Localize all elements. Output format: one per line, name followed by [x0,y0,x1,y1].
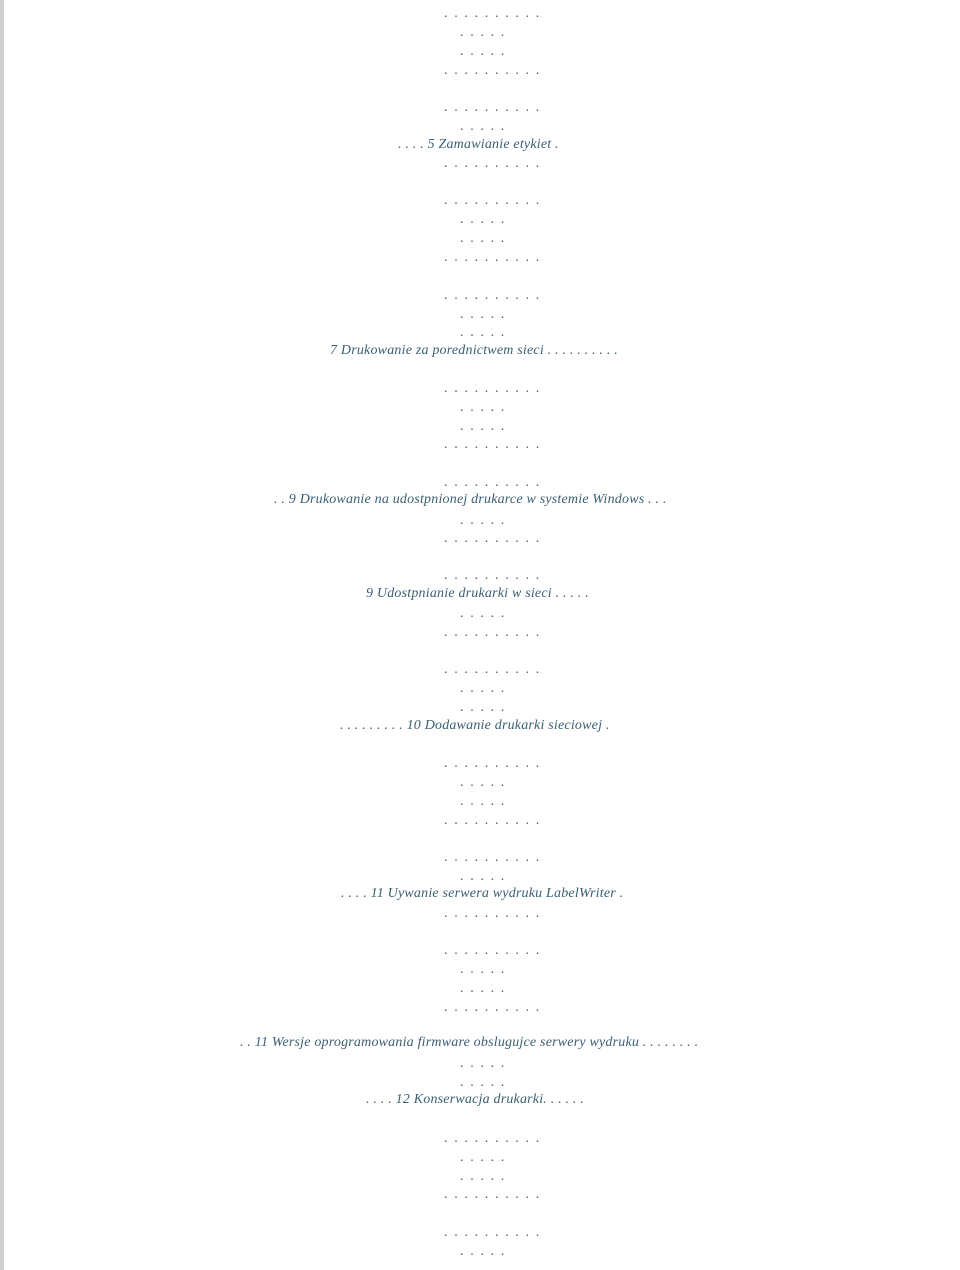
toc-dot-leader: . . . . . . . . . . [444,288,541,303]
toc-dot-leader: . . . . . . . . . . [444,625,541,640]
toc-dot-leader: . . . . . . . . . . [444,943,541,958]
toc-dot-leader: . . . . . . . . . . [444,381,541,396]
toc-dot-leader: . . . . . [460,513,506,528]
toc-dot-leader: . . . . . [460,775,506,790]
toc-dot-leader: . . . . . [460,307,506,322]
toc-dot-leader: . . . . . [460,681,506,696]
toc-dot-leader: . . . . . [460,119,506,134]
toc-dot-leader: . . . . . [460,1056,506,1071]
toc-dot-leader: . . . . . [460,869,506,884]
toc-dot-leader: . . . . . [460,962,506,977]
toc-dot-leader: . . . . . [460,794,506,809]
toc-dot-leader: . . . . . [460,606,506,621]
toc-dot-leader: . . . . . . . . . . [444,156,541,171]
toc-entry[interactable]: . . . . . . . . . 10 Dodawanie drukarki sieciowej . [340,718,610,733]
toc-dot-leader: . . . . . [460,231,506,246]
toc-dot-leader: . . . . . . . . . . [444,193,541,208]
toc-dot-leader: . . . . . . . . . . [444,813,541,828]
toc-dot-leader: . . . . . . . . . . [444,906,541,921]
toc-dot-leader: . . . . . [460,1244,506,1259]
toc-entry[interactable]: . . 11 Wersje oprogramowania firmware obslugujce serwery wydruku . . . . . . . . [240,1035,699,1050]
toc-entry[interactable]: 9 Udostpnianie drukarki w sieci . . . . . [366,586,589,601]
toc-dot-leader: . . . . . [460,419,506,434]
toc-dot-leader: . . . . . [460,212,506,227]
toc-dot-leader: . . . . . . . . . . [444,756,541,771]
toc-dot-leader: . . . . . . . . . . [444,1131,541,1146]
toc-dot-leader: . . . . . [460,1150,506,1165]
toc-dot-leader: . . . . . . . . . . [444,662,541,677]
toc-entry[interactable]: . . . . 11 Uywanie serwera wydruku LabelWriter . [341,886,624,901]
toc-dot-leader: . . . . . . . . . . [444,531,541,546]
toc-dot-leader: . . . . . . . . . . [444,1225,541,1240]
toc-dot-leader: . . . . . . . . . . [444,6,541,21]
toc-entry[interactable]: . . 9 Drukowanie na udostpnionej drukarce w systemie Windows . . . [274,492,667,507]
toc-dot-leader: . . . . . [460,1075,506,1090]
toc-dot-leader: . . . . . . . . . . [444,63,541,78]
toc-dot-leader: . . . . . [460,25,506,40]
toc-dot-leader: . . . . . . . . . . [444,437,541,452]
toc-dot-leader: . . . . . . . . . . [444,100,541,115]
toc-dot-leader: . . . . . [460,400,506,415]
toc-dot-leader: . . . . . [460,700,506,715]
toc-dot-leader: . . . . . . . . . . [444,250,541,265]
toc-entry[interactable]: 7 Drukowanie za porednictwem sieci . . . . . . . . . . [330,343,618,358]
toc-dot-leader: . . . . . . . . . . [444,475,541,490]
toc-entry[interactable]: . . . . 5 Zamawianie etykiet . [398,137,559,152]
toc-dot-leader: . . . . . . . . . . [444,1000,541,1015]
toc-dot-leader: . . . . . [460,44,506,59]
toc-dot-leader: . . . . . [460,325,506,340]
toc-dot-leader: . . . . . . . . . . [444,850,541,865]
toc-entry[interactable]: . . . . 12 Konserwacja drukarki. . . . . . [366,1092,585,1107]
toc-dot-leader: . . . . . [460,1169,506,1184]
toc-dot-leader: . . . . . . . . . . [444,568,541,583]
toc-dot-leader: . . . . . . . . . . [444,1187,541,1202]
toc-dot-leader: . . . . . [460,981,506,996]
